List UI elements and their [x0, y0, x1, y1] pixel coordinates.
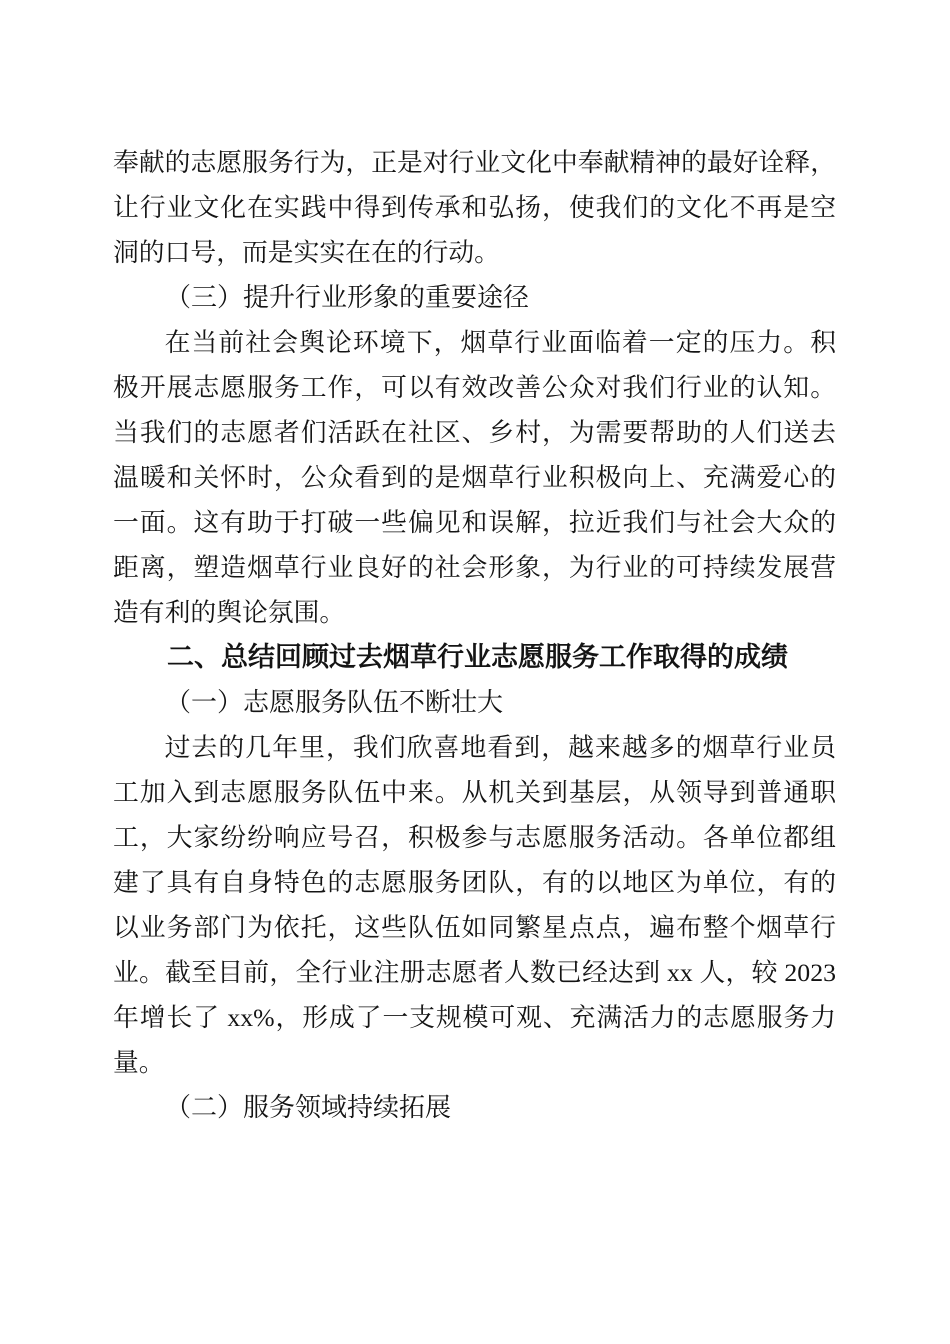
body-text-line: 建了具有自身特色的志愿服务团队，有的以地区为单位，有的	[113, 868, 836, 897]
section-heading: 二、总结回顾过去烟草行业志愿服务工作取得的成绩	[167, 642, 788, 672]
sub-heading: （三）提升行业形象的重要途径	[165, 283, 530, 312]
body-text-line: 洞的口号，而是实实在在的行动。	[113, 238, 500, 267]
document-text-content	[113, 140, 836, 1130]
body-text-line: 在当前社会舆论环境下，烟草行业面临着一定的压力。积	[164, 328, 836, 357]
body-text-line: 奉献的志愿服务行为，正是对行业文化中奉献精神的最好诠释，	[113, 148, 836, 177]
body-text-line: 造有利的舆论氛围。	[113, 598, 346, 627]
sub-heading: （二）服务领域持续拓展	[165, 1093, 452, 1122]
body-text-line: 量。	[113, 1048, 165, 1077]
body-text-line: 业。截至目前，全行业注册志愿者人数已经达到 xx 人，较 2023	[113, 958, 836, 987]
body-text-line: 以业务部门为依托，这些队伍如同繁星点点，遍布整个烟草行	[113, 913, 836, 942]
body-text-line: 距离，塑造烟草行业良好的社会形象，为行业的可持续发展营	[113, 553, 836, 582]
body-text-line: 一面。这有助于打破一些偏见和误解，拉近我们与社会大众的	[113, 508, 836, 537]
body-text-line: 极开展志愿服务工作，可以有效改善公众对我们行业的认知。	[113, 373, 836, 402]
body-text-line: 让行业文化在实践中得到传承和弘扬，使我们的文化不再是空	[113, 193, 836, 222]
body-text-line: 年增长了 xx%，形成了一支规模可观、充满活力的志愿服务力	[113, 1003, 836, 1032]
sub-heading: （一）志愿服务队伍不断壮大	[165, 688, 504, 717]
body-text-line: 温暖和关怀时，公众看到的是烟草行业积极向上、充满爱心的	[113, 463, 836, 492]
body-text-line: 当我们的志愿者们活跃在社区、乡村，为需要帮助的人们送去	[113, 418, 836, 447]
body-text-line: 工，大家纷纷响应号召，积极参与志愿服务活动。各单位都组	[113, 823, 836, 852]
body-text-line: 工加入到志愿服务队伍中来。从机关到基层，从领导到普通职	[113, 778, 836, 807]
body-text-line: 过去的几年里，我们欣喜地看到，越来越多的烟草行业员	[164, 733, 836, 762]
